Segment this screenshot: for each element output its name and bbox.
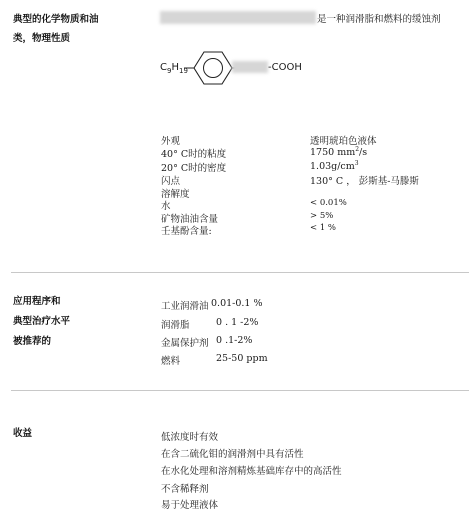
property-label: 20° C时的密度	[161, 163, 227, 174]
section-heading-properties: 典型的化学物质和油类，物理性质	[13, 14, 99, 44]
application-value: 0.01-0.1 %	[211, 298, 263, 309]
property-value: < 0.01%	[310, 198, 347, 208]
property-value: 130° C ， 彭斯基-马滕斯	[310, 176, 419, 187]
section-heading-application-line1: 应用程序和	[13, 296, 61, 307]
product-intro: 是一种润滑脂和燃料的缓蚀剂	[317, 14, 441, 25]
application-value: 0 .1-2%	[216, 335, 253, 346]
application-label: 燃料	[161, 356, 181, 367]
redacted-block	[160, 11, 316, 24]
property-label: 40° C时的粘度	[161, 149, 227, 160]
property-value: 透明琥珀色液体	[310, 136, 377, 147]
property-label: 闪点	[161, 176, 181, 187]
section-heading-application-line2: 典型治疗水平	[13, 316, 71, 327]
property-label: 水	[161, 201, 171, 212]
section-divider	[11, 390, 469, 391]
benefit-item: 易于处理液体	[161, 500, 219, 511]
application-value: 0 . 1 -2%	[216, 317, 259, 328]
application-value: 25-50 ppm	[216, 353, 268, 364]
property-label: 壬基酚含量:	[161, 226, 212, 237]
property-label: 溶解度	[161, 189, 190, 200]
section-heading-application-line3: 被推荐的	[13, 336, 52, 347]
application-label: 润滑脂	[161, 320, 190, 331]
benefit-item: 低浓度时有效	[161, 432, 219, 443]
property-value: < 1 %	[310, 223, 337, 233]
property-value: 1750 $mm^2/s$	[310, 146, 368, 159]
property-label: 外观	[161, 136, 181, 147]
application-label: 金属保护剂	[161, 338, 209, 349]
substituent-label: $C_9H_{19}$	[160, 62, 188, 75]
section-heading-benefits: 收益	[13, 428, 33, 439]
property-value: $1.03g/cm^3$	[310, 160, 359, 173]
acid-group-label: -COOH	[268, 62, 302, 73]
section-divider	[11, 272, 469, 273]
application-label: 工业润滑油	[161, 301, 209, 312]
benefit-item: 在水化处理和溶剂精炼基础库存中的高活性	[161, 466, 342, 477]
benefit-item: 在含二硫化钼的润滑剂中具有活性	[161, 449, 304, 460]
redacted-block	[232, 61, 268, 73]
property-value: > 5%	[310, 211, 334, 221]
property-label: 矿物油油含量	[161, 214, 219, 225]
benefit-item: 不含稀释剂	[161, 484, 209, 495]
